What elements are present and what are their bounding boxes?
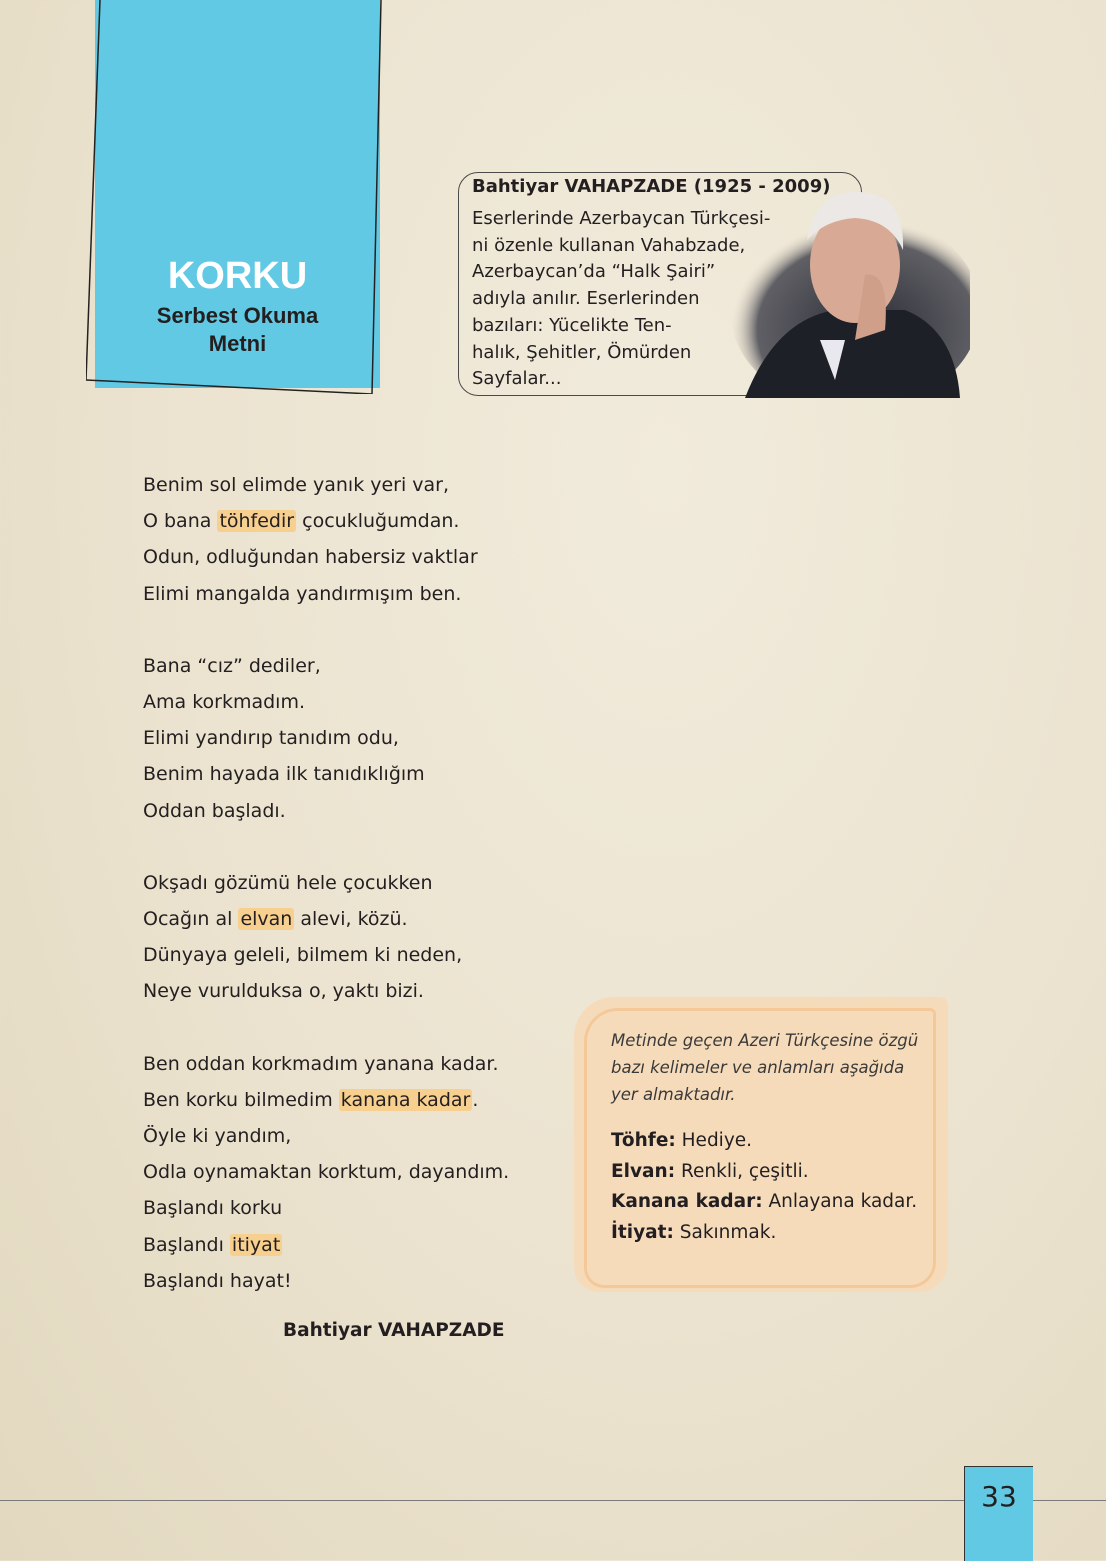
poem-line xyxy=(143,1190,509,1226)
line-text: O bana xyxy=(143,510,218,533)
footer-rule xyxy=(0,1500,1106,1501)
poem-line xyxy=(143,1154,509,1190)
line-text: Bana “cız” dediler, xyxy=(143,654,321,677)
poem-line xyxy=(143,901,509,937)
poem-line xyxy=(143,793,509,829)
line-text: Ben korku bilmedim xyxy=(143,1088,339,1111)
line-text: Odun, odluğundan habersiz vaktlar xyxy=(143,546,478,569)
bio-heading: Bahtiyar VAHAPZADE (1925 - 2009) xyxy=(472,176,831,197)
subtitle-line: Serbest Okuma xyxy=(156,303,319,328)
poem-stanza xyxy=(143,865,509,1010)
poem-line xyxy=(143,865,509,901)
highlighted-word: kanana kadar xyxy=(340,1088,471,1111)
poem-line xyxy=(143,756,509,792)
line-text: Benim hayada ilk tanıdıklığım xyxy=(143,763,425,786)
poem-line xyxy=(143,937,509,973)
poem-stanza xyxy=(143,1046,509,1299)
line-text: Ama korkmadım. xyxy=(143,691,305,714)
line-text: Odla oynamaktan korktum, dayandım. xyxy=(143,1161,510,1184)
poem-line xyxy=(143,648,509,684)
glossary-meaning: Renkli, çeşitli. xyxy=(675,1160,809,1182)
glossary-meaning: Hediye. xyxy=(675,1130,753,1151)
poem-line xyxy=(143,503,509,539)
glossary-intro: Metinde geçen Azeri Türkçesine özgü bazı kelimeler ve anlamları aşağıda yer almaktadır. xyxy=(611,1031,919,1104)
glossary-list xyxy=(611,1126,917,1248)
poem-line xyxy=(143,720,509,756)
glossary-item xyxy=(611,1126,917,1157)
line-text: Ocağın al xyxy=(143,908,239,931)
line-text: çocukluğumdan. xyxy=(296,510,460,533)
poem-author: Bahtiyar VAHAPZADE xyxy=(283,1320,505,1341)
line-text: Öyle ki yandım, xyxy=(143,1125,292,1148)
poem xyxy=(143,467,509,1335)
poem-line xyxy=(143,1118,509,1154)
poem-line xyxy=(143,539,509,575)
line-text: Elimi yandırıp tanıdım odu, xyxy=(143,727,399,750)
poem-line xyxy=(143,1227,509,1263)
poem-line xyxy=(143,684,509,720)
glossary-meaning: Sakınmak. xyxy=(673,1221,777,1243)
poem-stanza xyxy=(143,648,509,829)
glossary-term: Kanana kadar: xyxy=(611,1191,763,1212)
line-text: Başlandı hayat! xyxy=(143,1269,292,1292)
subtitle-line: Metni xyxy=(208,331,267,356)
poem-line xyxy=(143,1263,509,1299)
poem-line xyxy=(143,973,509,1009)
line-text: Dünyaya geleli, bilmem ki neden, xyxy=(143,944,463,967)
poem-line xyxy=(143,1046,509,1082)
poem-line xyxy=(143,467,509,503)
glossary-item xyxy=(611,1218,917,1249)
poem-line xyxy=(143,576,509,612)
line-text: Ben oddan korkmadım yanana kadar. xyxy=(143,1052,499,1075)
line-text: Başlandı xyxy=(143,1233,230,1256)
poem-stanza xyxy=(143,467,509,612)
glossary-item xyxy=(611,1187,917,1218)
glossary-term: Töhfe: xyxy=(611,1130,676,1151)
line-text: Benim sol elimde yanık yeri var, xyxy=(143,474,450,496)
bio-text: Eserlerinde Azerbaycan Türkçesi- ni özenle kullanan Vahabzade, Azerbaycan’da “Halk Şairi” adıyla anılır. Eserlerinden bazıları: Yücelikte Ten- halık, Şehitler, Ömürden Sayfalar... xyxy=(472,208,771,390)
page-number: 33 xyxy=(981,1480,1017,1513)
line-text: Oddan başladı. xyxy=(143,799,286,822)
glossary-meaning: Anlayana kadar. xyxy=(762,1191,918,1212)
highlighted-word: elvan xyxy=(240,908,293,931)
line-text: . xyxy=(472,1088,479,1111)
glossary-term: Elvan: xyxy=(611,1160,676,1182)
highlighted-word: töhfedir xyxy=(219,510,295,533)
line-text: Elimi mangalda yandırmışım ben. xyxy=(143,582,462,605)
line-text: alevi, közü. xyxy=(294,908,408,931)
line-text: Başlandı korku xyxy=(143,1197,283,1220)
line-text: Neye vurulduksa o, yaktı bizi. xyxy=(143,980,424,1003)
highlighted-word: itiyat xyxy=(231,1233,281,1256)
glossary-item xyxy=(611,1157,917,1188)
page-title: KORKU xyxy=(167,255,308,297)
page-subtitle xyxy=(95,302,380,358)
line-text: Okşadı gözümü hele çocukken xyxy=(143,871,433,894)
glossary-term: İtiyat: xyxy=(611,1221,674,1243)
poem-line xyxy=(143,1082,509,1118)
